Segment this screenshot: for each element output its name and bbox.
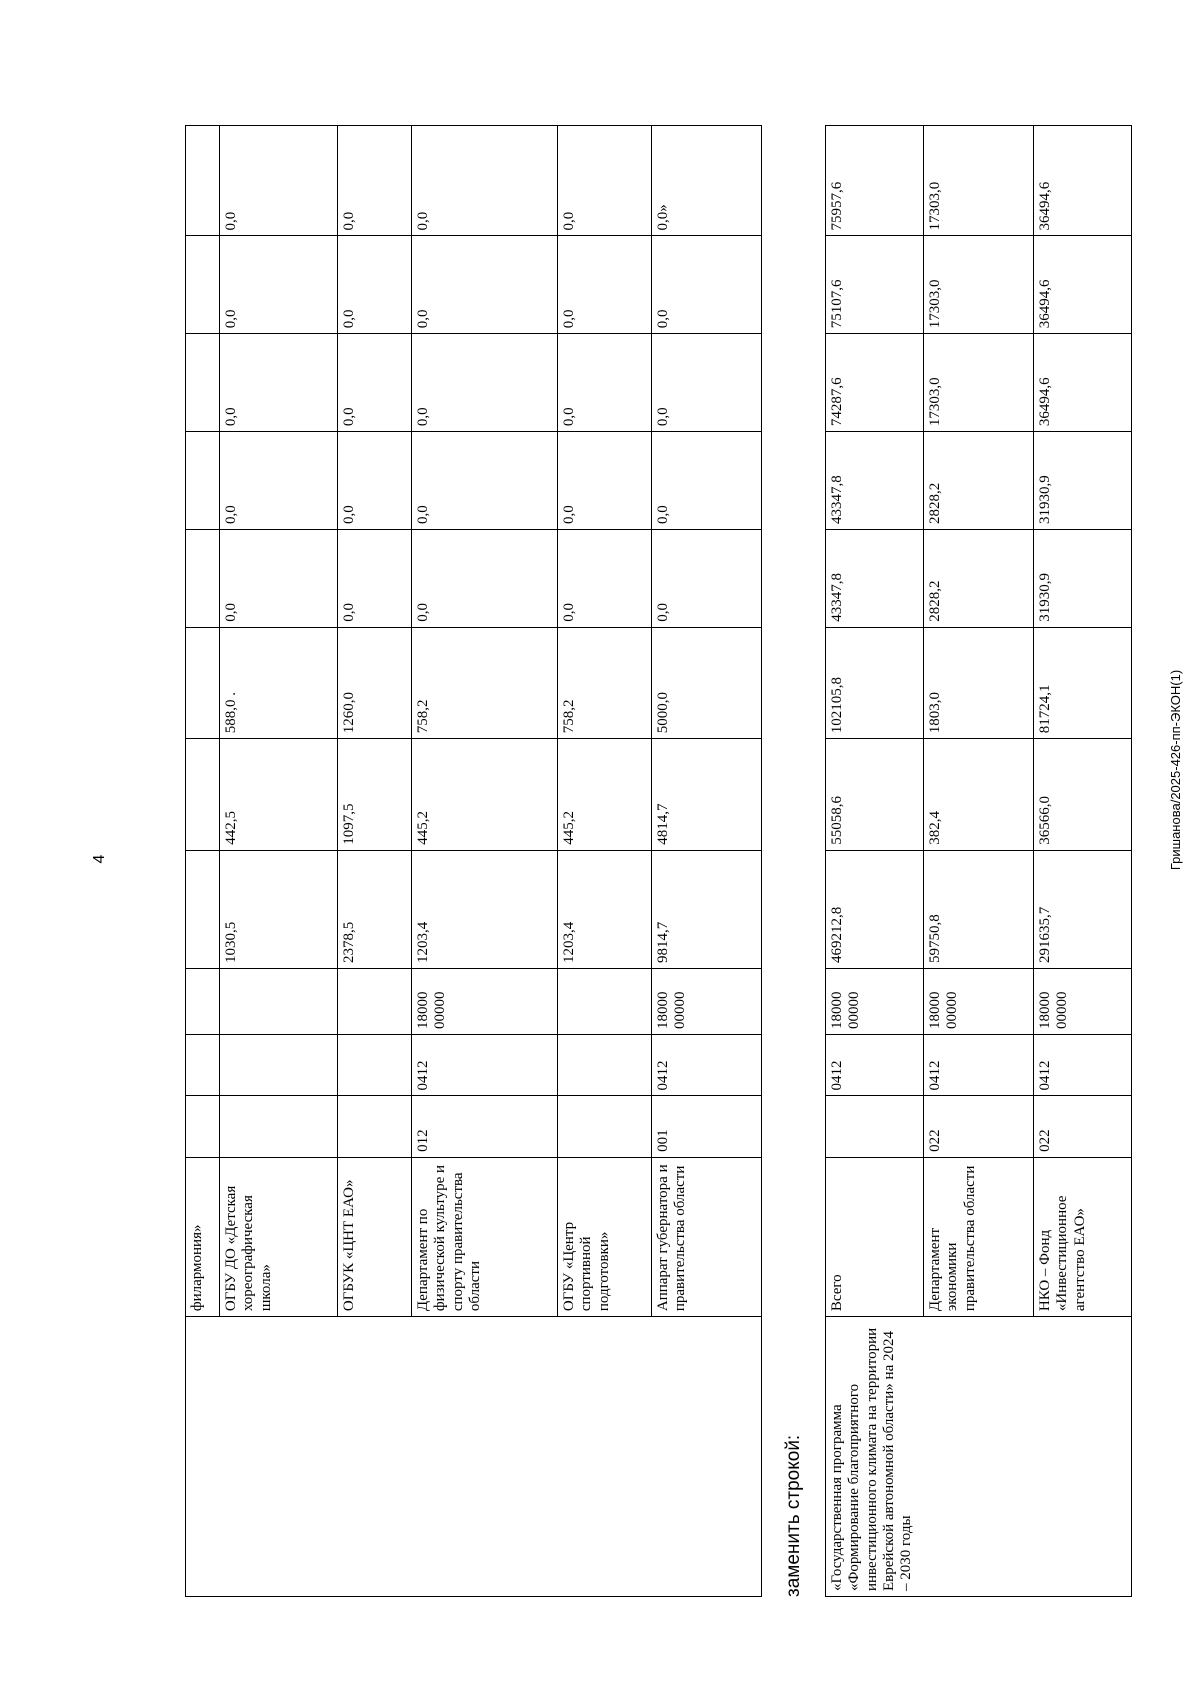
executor-cell: филармония» bbox=[186, 1157, 220, 1316]
value-cell bbox=[186, 334, 220, 432]
rzpr-cell: 0412 bbox=[924, 1035, 1034, 1096]
value-cell: 36494,6 bbox=[1034, 334, 1132, 432]
value-cell: 55058,6 bbox=[826, 739, 924, 850]
table-row bbox=[826, 126, 924, 1597]
budget-table-bottom bbox=[825, 125, 1132, 1597]
value-cell bbox=[186, 739, 220, 850]
value-cell: 17303,0 bbox=[924, 126, 1034, 236]
grbs-cell: 012 bbox=[412, 1096, 558, 1157]
budget-table-top bbox=[185, 125, 762, 1597]
value-cell: 2828,2 bbox=[924, 529, 1034, 627]
grbs-cell bbox=[826, 1096, 924, 1157]
value-cell: 0,0 bbox=[652, 236, 762, 334]
value-cell: 1203,4 bbox=[412, 850, 558, 968]
value-cell: 1260,0 bbox=[338, 627, 412, 738]
value-cell: 588,0 . bbox=[220, 627, 338, 738]
csr-cell bbox=[186, 969, 220, 1035]
value-cell: 75957,6 bbox=[826, 126, 924, 236]
value-cell: 1803,0 bbox=[924, 627, 1034, 738]
table-row bbox=[186, 126, 220, 1597]
grbs-cell: 022 bbox=[1034, 1096, 1132, 1157]
grbs-cell bbox=[558, 1096, 652, 1157]
value-cell bbox=[186, 850, 220, 968]
value-cell: 2378,5 bbox=[338, 850, 412, 968]
value-cell: 0,0 bbox=[558, 334, 652, 432]
value-cell: 0,0 bbox=[412, 529, 558, 627]
page-number: 4 bbox=[91, 854, 108, 864]
grbs-cell bbox=[220, 1096, 338, 1157]
executor-cell: ОГБУК «ЦНТ ЕАО» bbox=[338, 1157, 412, 1316]
value-cell: 0,0 bbox=[338, 126, 412, 236]
value-cell bbox=[186, 126, 220, 236]
executor-cell: Аппарат губернатора и правительства области bbox=[652, 1157, 762, 1316]
value-cell: 1030,5 bbox=[220, 850, 338, 968]
value-cell: 0,0 bbox=[338, 529, 412, 627]
grbs-cell: 001 bbox=[652, 1096, 762, 1157]
rotated-table-area bbox=[185, 125, 1185, 1597]
program-name-cell: «Государственная программа «Формирование благоприятного инвестиционного климата на территории Еврейской автономной области» на 2024 – 2030 годы bbox=[826, 1317, 1132, 1597]
value-cell bbox=[186, 236, 220, 334]
value-cell: 0,0 bbox=[652, 334, 762, 432]
value-cell: 445,2 bbox=[412, 739, 558, 850]
value-cell: 0,0 bbox=[558, 529, 652, 627]
csr-cell: 18000 00000 bbox=[412, 969, 558, 1035]
value-cell: 0,0 bbox=[220, 432, 338, 530]
csr-cell: 18000 00000 bbox=[1034, 969, 1132, 1035]
rzpr-cell bbox=[558, 1035, 652, 1096]
replace-label: заменить строкой: bbox=[783, 1434, 804, 1597]
value-cell: 75107,6 bbox=[826, 236, 924, 334]
value-cell: 36494,6 bbox=[1034, 236, 1132, 334]
value-cell: 102105,8 bbox=[826, 627, 924, 738]
value-cell: 31930,9 bbox=[1034, 529, 1132, 627]
value-cell: 0,0» bbox=[652, 126, 762, 236]
value-cell: 1097,5 bbox=[338, 739, 412, 850]
value-cell: 5000,0 bbox=[652, 627, 762, 738]
csr-cell bbox=[220, 969, 338, 1035]
value-cell: 442,5 bbox=[220, 739, 338, 850]
value-cell: 36566,0 bbox=[1034, 739, 1132, 850]
value-cell: 0,0 bbox=[558, 126, 652, 236]
value-cell: 0,0 bbox=[558, 432, 652, 530]
executor-cell: Департамент по физической культуре и спорту правительства области bbox=[412, 1157, 558, 1316]
value-cell bbox=[186, 432, 220, 530]
value-cell: 36494,6 bbox=[1034, 126, 1132, 236]
value-cell: 17303,0 bbox=[924, 236, 1034, 334]
value-cell: 0,0 bbox=[220, 334, 338, 432]
executor-cell: ОГБУ ДО «Детская хореографическая школа» bbox=[220, 1157, 338, 1316]
value-cell: 469212,8 bbox=[826, 850, 924, 968]
value-cell: 0,0 bbox=[338, 432, 412, 530]
grbs-cell: 022 bbox=[924, 1096, 1034, 1157]
value-cell: 445,2 bbox=[558, 739, 652, 850]
rzpr-cell bbox=[220, 1035, 338, 1096]
value-cell: 4814,7 bbox=[652, 739, 762, 850]
value-cell: 0,0 bbox=[412, 334, 558, 432]
rzpr-cell: 0412 bbox=[412, 1035, 558, 1096]
rzpr-cell: 0412 bbox=[1034, 1035, 1132, 1096]
value-cell: 758,2 bbox=[412, 627, 558, 738]
value-cell: 59750,8 bbox=[924, 850, 1034, 968]
value-cell: 43347,8 bbox=[826, 432, 924, 530]
value-cell: 758,2 bbox=[558, 627, 652, 738]
value-cell: 0,0 bbox=[338, 236, 412, 334]
value-cell: 9814,7 bbox=[652, 850, 762, 968]
csr-cell bbox=[558, 969, 652, 1035]
value-cell: 17303,0 bbox=[924, 334, 1034, 432]
value-cell: 2828,2 bbox=[924, 432, 1034, 530]
value-cell: 1203,4 bbox=[558, 850, 652, 968]
value-cell bbox=[186, 627, 220, 738]
program-cell-empty bbox=[186, 1317, 762, 1597]
value-cell: 43347,8 bbox=[826, 529, 924, 627]
grbs-cell bbox=[338, 1096, 412, 1157]
grbs-cell bbox=[186, 1096, 220, 1157]
executor-cell: ОГБУ «Центр спортивной подготовки» bbox=[558, 1157, 652, 1316]
rzpr-cell bbox=[338, 1035, 412, 1096]
csr-cell: 18000 00000 bbox=[652, 969, 762, 1035]
value-cell: 0,0 bbox=[220, 529, 338, 627]
value-cell: 0,0 bbox=[338, 334, 412, 432]
value-cell: 0,0 bbox=[558, 236, 652, 334]
value-cell: 0,0 bbox=[412, 126, 558, 236]
rzpr-cell: 0412 bbox=[826, 1035, 924, 1096]
value-cell: 31930,9 bbox=[1034, 432, 1132, 530]
value-cell: 0,0 bbox=[652, 529, 762, 627]
value-cell: 0,0 bbox=[220, 236, 338, 334]
value-cell: 0,0 bbox=[652, 432, 762, 530]
csr-cell: 18000 00000 bbox=[924, 969, 1034, 1035]
value-cell: 0,0 bbox=[220, 126, 338, 236]
value-cell: 74287,6 bbox=[826, 334, 924, 432]
value-cell bbox=[186, 529, 220, 627]
document-code: Гришанова/2025-426-пп-ЭКОН(1) bbox=[1168, 669, 1183, 871]
executor-cell: Всего bbox=[826, 1157, 924, 1316]
value-cell: 81724,1 bbox=[1034, 627, 1132, 738]
value-cell: 0,0 bbox=[412, 236, 558, 334]
csr-cell bbox=[338, 969, 412, 1035]
executor-cell: Департамент экономики правительства области bbox=[924, 1157, 1034, 1316]
rzpr-cell bbox=[186, 1035, 220, 1096]
value-cell: 291635,7 bbox=[1034, 850, 1132, 968]
value-cell: 0,0 bbox=[412, 432, 558, 530]
csr-cell: 18000 00000 bbox=[826, 969, 924, 1035]
value-cell: 382,4 bbox=[924, 739, 1034, 850]
rzpr-cell: 0412 bbox=[652, 1035, 762, 1096]
executor-cell: НКО – Фонд «Инвестиционное агентство ЕАО» bbox=[1034, 1157, 1132, 1316]
